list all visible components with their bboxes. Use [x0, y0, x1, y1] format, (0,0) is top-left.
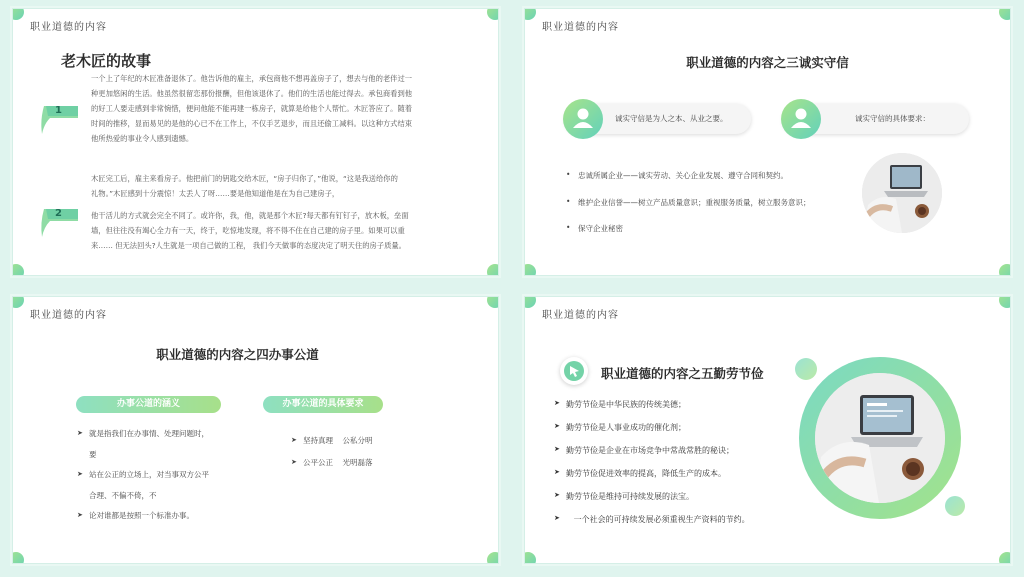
text-line: 的好工人要走感到非常惋惜，便问他能不能再建一栋房子，就算是给他个人帮忙。木匠答应了。随着 — [91, 104, 413, 113]
badge-number: 1 — [55, 105, 62, 116]
text-line: 要 — [89, 450, 97, 459]
corner-dot — [12, 296, 24, 308]
slide-honesty[interactable] — [524, 8, 1011, 276]
arrow-icon: ➤ — [77, 470, 83, 478]
text-line: 礼物。”木匠感到十分震惊！太丢人了呀……要是他知道他是在为自己建房子， — [91, 189, 340, 198]
corner-dot — [487, 296, 499, 308]
list-item — [554, 468, 726, 479]
text-line: 坚持真理 公私分明 — [303, 436, 373, 445]
pill-text: 诚实守信是为人之本、从业之要。 — [615, 114, 728, 123]
arrow-icon: ➤ — [77, 511, 83, 519]
slide-title: 职业道德的内容之三诚实守信 — [686, 55, 849, 70]
text-line: 勤劳节俭是中华民族的传统美德； — [566, 400, 686, 409]
corner-dot — [999, 264, 1011, 276]
list-item — [77, 464, 209, 506]
cursor-badge-icon — [560, 357, 588, 385]
slide-diligence[interactable] — [524, 296, 1011, 564]
number-badge-2 — [38, 203, 78, 239]
corner-dot — [487, 552, 499, 564]
section-label-requirements: 办事公道的具体要求 — [263, 396, 383, 413]
text-line: 站在公正的立场上，对当事双方公平 — [89, 470, 209, 479]
text-line: 种更加悠闲的生活。他虽然很留恋那份报酬，但他该退休了。他们的生活也能过得去。承包商看到他 — [91, 89, 413, 98]
slide-fairness[interactable] — [12, 296, 499, 564]
corner-dot — [487, 264, 499, 276]
arrow-icon: ➤ — [554, 468, 560, 476]
arrow-icon: ➤ — [77, 429, 83, 437]
arrow-icon: ➤ — [554, 491, 560, 499]
text-line: 公平公正 光明磊落 — [303, 458, 373, 467]
decor-dot — [945, 496, 965, 516]
arrow-icon: ➤ — [554, 422, 560, 430]
text-line: 一个社会的可持续发展必须重视生产资料的节约。 — [566, 515, 750, 524]
story-paragraph-1 — [91, 71, 412, 146]
arrow-icon: ➤ — [291, 436, 297, 444]
corner-dot — [487, 8, 499, 20]
arrow-icon: ➤ — [554, 514, 560, 522]
photo-ring — [799, 357, 961, 519]
slide-header: 职业道德的内容 — [542, 22, 619, 33]
text-line: 合理、不偏不倚，不 — [89, 491, 157, 500]
badge-number: 2 — [55, 208, 62, 219]
list-item — [554, 422, 686, 433]
decor-dot — [795, 358, 817, 380]
text-line: 木匠完工后，雇主来看房子。他把前门的钥匙交给木匠，“房子归你了，”他说，“这是我送给你的 — [91, 174, 398, 183]
slide-header: 职业道德的内容 — [30, 22, 107, 33]
bullet-item: • 忠诚所属企业——诚实劳动、关心企业发展、遵守合同和契约。 — [578, 170, 788, 181]
corner-dot — [999, 296, 1011, 308]
list-item — [291, 430, 373, 451]
slide-story[interactable] — [12, 8, 499, 276]
corner-dot — [524, 8, 536, 20]
text-line: 勤劳节俭是企业在市场竞争中常战常胜的秘诀； — [566, 446, 734, 455]
corner-dot — [524, 296, 536, 308]
bullet-item: • 维护企业信誉——树立产品质量意识；重视服务质量，树立服务意识； — [578, 197, 811, 208]
text-line: 就是指我们在办事情、处理问题时， — [89, 429, 209, 438]
text-line: 勤劳节俭是维持可持续发展的法宝。 — [566, 492, 694, 501]
slide-title: 职业道德的内容之五勤劳节俭 — [601, 366, 764, 381]
list-item — [554, 445, 734, 456]
list-item — [554, 514, 750, 525]
user-icon — [563, 99, 603, 139]
laptop-photo — [815, 373, 945, 503]
story-paragraph-2 — [91, 171, 398, 201]
corner-dot — [12, 8, 24, 20]
slide-title: 老木匠的故事 — [61, 52, 152, 70]
list-item — [77, 505, 194, 526]
slide-header: 职业道德的内容 — [542, 310, 619, 321]
corner-dot — [999, 552, 1011, 564]
text-line: 时间的推移，显而易见的是他的心已不在工作上，不仅手艺退步，而且还偷工减料。以这种方式结束 — [91, 119, 413, 128]
slide-header: 职业道德的内容 — [30, 310, 107, 321]
arrow-icon: ➤ — [554, 399, 560, 407]
section-label-meaning: 办事公道的涵义 — [76, 396, 221, 413]
user-icon — [781, 99, 821, 139]
corner-dot — [999, 8, 1011, 20]
text-line: 论对谁都是按照一个标准办事。 — [89, 511, 194, 520]
number-badge-1 — [38, 100, 78, 136]
story-paragraph-3 — [91, 208, 409, 253]
bullet-item: • 保守企业秘密 — [578, 223, 623, 234]
text-line: 他所热爱的事业令人感到遗憾。 — [91, 134, 194, 143]
list-item — [77, 423, 209, 465]
arrow-icon: ➤ — [291, 458, 297, 466]
list-item — [291, 452, 373, 473]
list-item — [554, 399, 686, 410]
arrow-icon: ➤ — [554, 445, 560, 453]
text-line: 勤劳节俭是人事业成功的催化剂； — [566, 423, 686, 432]
corner-dot — [12, 552, 24, 564]
text-line: 墙，但往往没有竭心全力有一天，终于，吃惊地发现，将不得不住在自己建的房子里。如果可以重 — [91, 226, 405, 235]
text-line: 他干活儿的方式就会完全不同了。或许你，我，他，就是那个木匠?每天都有钉钉子，放木板，垒面 — [91, 211, 409, 220]
info-pill-1 — [565, 104, 751, 134]
text-line: 一个上了年纪的木匠准备退休了。他告诉他的雇主，承包商他不想再盖房子了，想去与他的老伴过一 — [91, 74, 413, 83]
slide-title: 职业道德的内容之四办事公道 — [156, 347, 319, 362]
text-line: 勤劳节俭促进效率的提高，降低生产的成本。 — [566, 469, 726, 478]
corner-dot — [524, 552, 536, 564]
list-item — [554, 491, 694, 502]
text-line: 来…… 但无法回头?人生就是一项自己做的工程， 我们今天做事的态度决定了明天住的房子质量。 — [91, 241, 406, 250]
pill-text: 诚实守信的具体要求： — [855, 114, 930, 123]
info-pill-2 — [783, 104, 969, 134]
corner-dot — [524, 264, 536, 276]
laptop-photo — [862, 153, 942, 233]
corner-dot — [12, 264, 24, 276]
